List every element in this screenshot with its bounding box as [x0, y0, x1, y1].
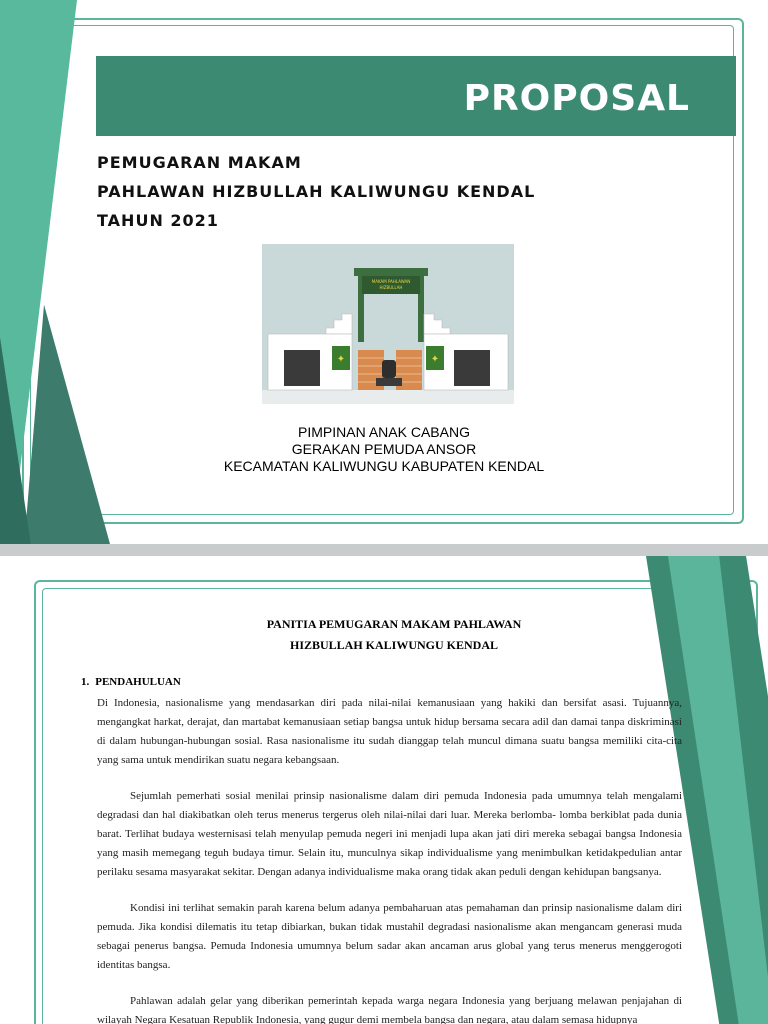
paragraph: Di Indonesia, nasionalisme yang mendasarkan diri pada nilai-nilai kemanusiaan yang hakiki dan bersifat asasi. Tujuannya, mengangkat harkat, derajat, dan martabat kemanusiaan setiap bangsa untuk hidup bersama secara adil dan damai tanpa diskriminasi di dalam hubungan-hubungan sosial. Rasa nasionalisme itu sudah dianggap telah muncul dimana suatu bangsa memiliki cita-cita yang sama untuk mendirikan suatu negara kebangsaan.: [97, 697, 682, 766]
svg-text:✦: ✦: [336, 354, 346, 365]
paragraph: Kondisi ini terlihat semakin parah karena belum adanya pembaharuan atas pemahaman dan prinsip nasionalisme dalam diri pemuda. Jika kondisi dilematis itu tetap dibiarkan, bukan tidak mustahil degradasi nasionalisme akan mengancam generasi muda sebagai penerus bangsa. Pemuda Indonesia umumnya belum sadar akan ancaman arus global yang terus menerus menggerogoti identitas bangsa.: [97, 902, 682, 971]
section-heading: [81, 676, 187, 688]
section-title: PENDAHULUAN: [95, 676, 181, 688]
organization-block: [120, 424, 648, 475]
paragraph: Pahlawan adalah gelar yang diberikan pemerintah kepada warga negara Indonesia yang berjuang melawan penjajahan di wilayah Negara Kesatuan Republik Indonesia, yang gugur demi membela bangsa dan negara, atau dalam semasa hidupnya: [97, 995, 682, 1024]
paragraph: Sejumlah pemerhati sosial menilai prinsip nasionalisme dalam diri pemuda Indonesia pada umumnya telah mengalami degradasi dan hal diakibatkan oleh terus menerus tergerus oleh nilai-nilai dari luar. Mereka berlomba- lomba berkiblat pada dunia barat. Terlihat budaya westernisasi telah menyulap pemuda negeri ini menjadi lupa akan jati diri mereka sebagai bangsa Indonesia yang masih memegang teguh budaya timur. Selain itu, munculnya sikap individualisme yang menimbulkan ketidakpedulian antar perilaku sesama masyarakat sekitar. Dengan adanya individualisme maka orang tidak akan peduli dengan kehidupan bangsanya.: [97, 790, 682, 878]
org-line: KECAMATAN KALIWUNGU KABUPATEN KENDAL: [223, 458, 545, 474]
subtitle-line: TAHUN 2021: [97, 211, 219, 230]
cemetery-gate-illustration: [262, 244, 514, 404]
subtitle-line: PEMUGARAN MAKAM: [97, 153, 302, 172]
section-number: 1.: [81, 676, 90, 688]
introduction-page: [0, 556, 768, 1024]
body-text: [97, 694, 682, 1024]
org-line: PIMPINAN ANAK CABANG: [298, 424, 470, 440]
svg-text:✦: ✦: [430, 354, 440, 365]
committee-line: PANITIA PEMUGARAN MAKAM PAHLAWAN: [266, 617, 522, 631]
committee-line: HIZBULLAH KALIWUNGU KENDAL: [289, 638, 499, 652]
sign-line-1: MAKAM PAHLAWAN: [371, 279, 411, 284]
proposal-title: PROPOSAL: [463, 78, 690, 119]
org-line: GERAKAN PEMUDA ANSOR: [291, 441, 477, 457]
subtitle-line: PAHLAWAN HIZBULLAH KALIWUNGU KENDAL: [97, 182, 536, 201]
committee-heading: [150, 614, 638, 656]
sign-line-2: HIZBULLAH: [379, 285, 403, 290]
cover-subtitle: [97, 148, 535, 235]
